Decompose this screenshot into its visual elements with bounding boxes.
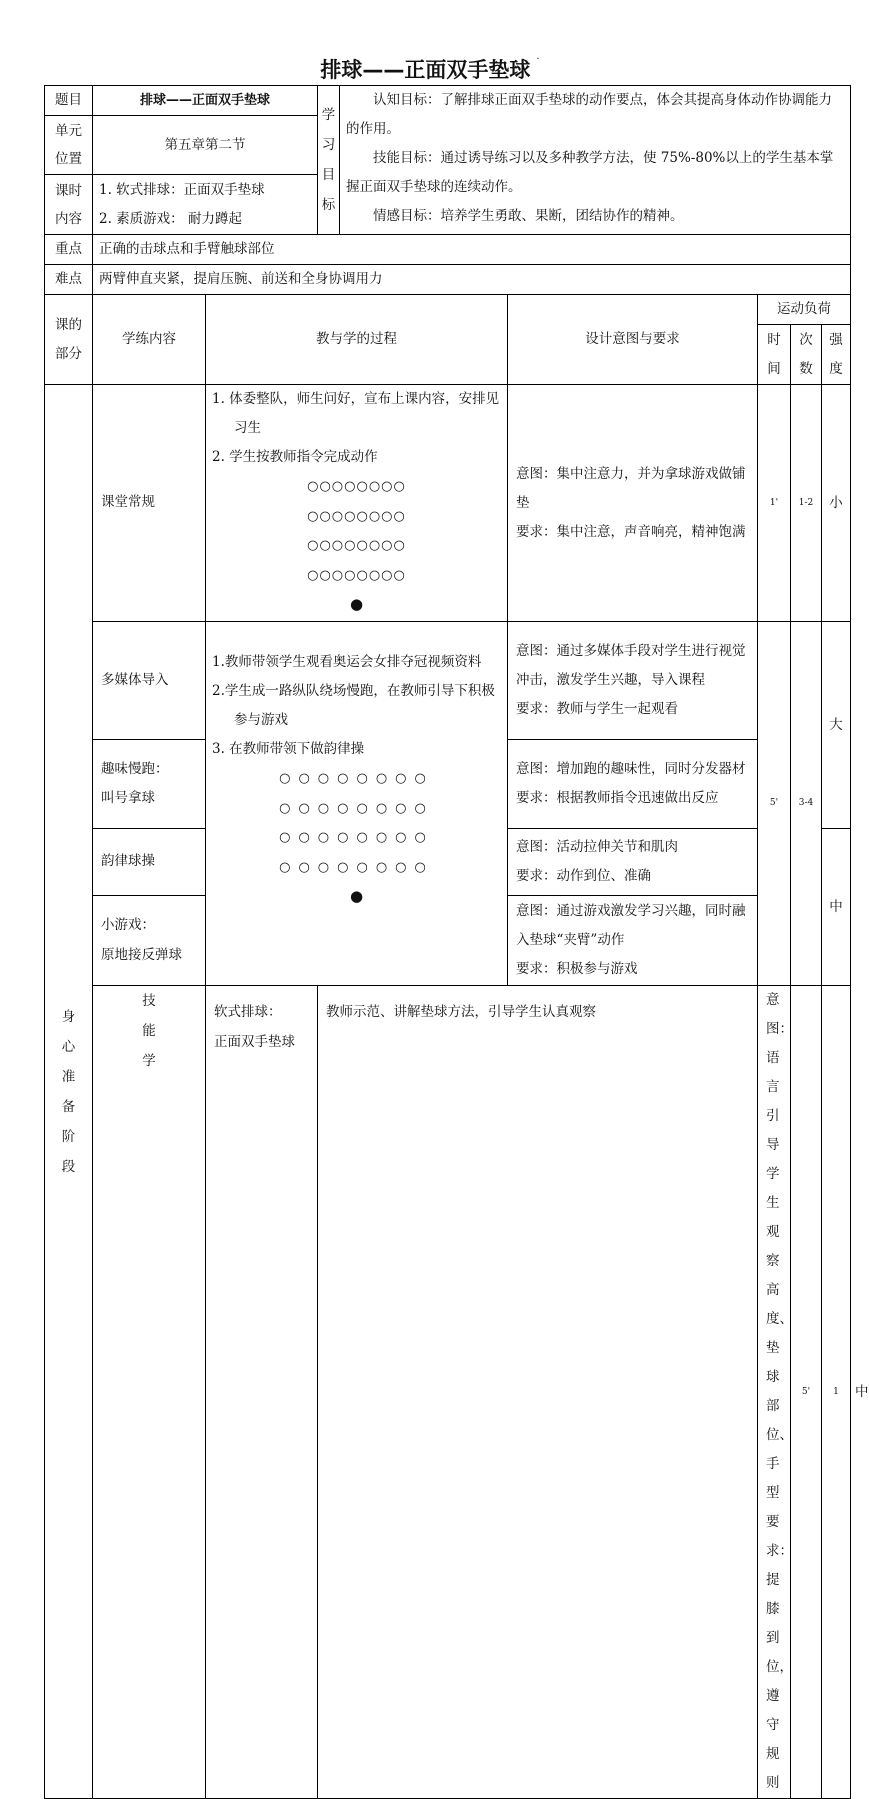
- game-design: 意图：通过游戏激发学习兴趣，同时融入垫球“夹臂”动作 要求：积极参与游戏: [508, 896, 758, 986]
- routine-content: 课堂常规: [93, 385, 206, 622]
- formation-row: ○○○○○○○○: [279, 859, 434, 875]
- col-count: 次 数: [791, 325, 822, 385]
- formation-row: ○○○○○○○○: [279, 800, 434, 816]
- col-part: 课的 部分: [45, 295, 93, 385]
- skill-time: 5': [791, 986, 822, 1799]
- formation-row: ○○○○○○○○: [307, 538, 406, 553]
- difficulty-label: 难点: [45, 265, 93, 295]
- formation-row: ○○○○○○○○: [307, 567, 406, 583]
- warmup-process: 1.教师带领学生观看奥运会女排夺冠视频资料 2.学生成一路纵队绕场慢跑，在教师引导下积极参与游戏 3. 在教师带领下做韵律操 ○○○○○○○○ ○○○○○○○○ ○○○○○○○○ ○○○○○○○○ ●: [206, 622, 508, 986]
- col-load: 运动负荷: [758, 295, 851, 325]
- formation-row: ○○○○○○○○: [307, 508, 406, 524]
- formation-row: ○○○○○○○○: [279, 771, 434, 786]
- key-label: 重点: [45, 235, 93, 265]
- lesson-plan-table: 题目 排球——正面双手垫球 学 习 目 标 认知目标：了解排球正面双手垫球的动作要点，体会其提高身体动作协调能力的作用。 技能目标：通过诱导练习以及多种教学方法，使 75%-80%以上的学生基本掌握正面双手垫球的连续动作。 情感目标：培养学生勇敢、果断，团结协作的精神。 单元 位置 第五章第二节 课时 内容 1. 软式排球：正面双手垫球 2. 素质游戏： 耐力蹲起 重点 正确的击球点和手臂触球部位 难点 两臂伸直夹紧，提肩压腕、前送和全身协调用力 课的 部分 学练内容 教与学的过程 设计意图与要求 运动负荷 时 间 次 数 强 度 身 心 准 备 阶 段 课堂常规 1. 体委整队，师生问好，宣布上课内容，安排见习生 2. 学生按教师指令完成动作 ○○○○○○○○ ○○○○○○○○ ○○○○○○○○ ○○○○○○○○ ● 意图：集中注意力，并为拿球游戏做铺垫 要求：集中注意，声音响亮，精神饱满 1' 1-2 小 多媒体导入 1.教师带领学生观看奥运会女排夺冠视频资料 2.学生成一路纵队绕场慢跑，在教师引导下积极参与游戏 3. 在教师带领下做韵律操 ○○○○○○○○ ○○○○○○○○ ○○○○○○○○ ○○○○○○○○ ● 意图：通过多媒体手段对学生进行视觉冲击，激发学生兴趣，导入课程 要求：教师与学生一起观看 5' 3-4 大 趣味慢跑： 叫号拿球 意图：增加跑的趣味性，同时分发器材 要求：根据教师指令迅速做出反应 韵律球操 意图：活动拉伸关节和肌肉 要求：动作到位、准确 中 小游戏： 原地接反弹球 意图：通过游戏激发学习兴趣，同时融入垫球“夹臂”动作 要求：积极参与游戏 技 能 学 软式排球： 正面双手垫球 教师示范、讲解垫球方法，引导学生认真观察 意图：语言引导学生观察高度、垫球部位、手型 要求：提膝到位，遵守规则 5' 1 中: [44, 85, 851, 1799]
- routine-intensity: 小: [822, 385, 851, 622]
- multimedia-design: 意图：通过多媒体手段对学生进行视觉冲击，激发学生兴趣，导入课程 要求：教师与学生一起观看: [508, 622, 758, 740]
- jog-content: 趣味慢跑： 叫号拿球: [93, 740, 206, 829]
- skill-count: 1: [822, 986, 851, 1799]
- teacher-marker: ●: [349, 887, 364, 905]
- col-intensity: 强 度: [822, 325, 851, 385]
- routine-design: 意图：集中注意力，并为拿球游戏做铺垫 要求：集中注意，声音响亮，精神饱满: [508, 385, 758, 622]
- unit-value: 第五章第二节: [93, 116, 318, 175]
- topic-label: 题目: [45, 86, 93, 116]
- teacher-marker: ●: [349, 595, 364, 613]
- routine-process: 1. 体委整队，师生问好，宣布上课内容，安排见习生 2. 学生按教师指令完成动作 ○○○○○○○○ ○○○○○○○○ ○○○○○○○○ ○○○○○○○○ ●: [206, 385, 508, 622]
- goals-label: 学 习 目 标: [318, 86, 340, 235]
- goal-emotion: 情感目标：培养学生勇敢、果断，团结协作的精神。: [373, 208, 684, 224]
- key-value: 正确的击球点和手臂触球部位: [93, 235, 851, 265]
- goal-skill: 技能目标：通过诱导练习以及多种教学方法，使 75%-80%以上的学生基本掌握正面双手垫球的连续动作。: [346, 150, 834, 195]
- routine-count: 1-2: [791, 385, 822, 622]
- warmup-intensity-high: 大: [822, 622, 851, 829]
- col-time: 时 间: [758, 325, 791, 385]
- formation-row: ○○○○○○○○: [307, 479, 406, 494]
- part-preparation: 身 心 准 备 阶 段: [45, 385, 93, 1799]
- learning-goals: [340, 86, 851, 235]
- part-skill: 技 能 学: [93, 986, 206, 1799]
- title-mark: ·: [536, 54, 540, 65]
- warmup-time: 5': [758, 622, 791, 986]
- col-process: 教与学的过程: [206, 295, 508, 385]
- col-content: 学练内容: [93, 295, 206, 385]
- jog-design: 意图：增加跑的趣味性，同时分发器材 要求：根据教师指令迅速做出反应: [508, 740, 758, 829]
- page-title: 排球——正面双手垫球 ·: [320, 54, 540, 82]
- lesson-content: 1. 软式排球：正面双手垫球 2. 素质游戏： 耐力蹲起: [93, 175, 318, 235]
- col-design: 设计意图与要求: [508, 295, 758, 385]
- multimedia-content: 多媒体导入: [93, 622, 206, 740]
- topic-value: 排球——正面双手垫球: [93, 86, 318, 116]
- routine-time: 1': [758, 385, 791, 622]
- difficulty-value: 两臂伸直夹紧，提肩压腕、前送和全身协调用力: [93, 265, 851, 295]
- formation-row: ○○○○○○○○: [279, 830, 434, 845]
- unit-label: 单元 位置: [45, 116, 93, 175]
- skill-design: 意图：语言引导学生观察高度、垫球部位、手型 要求：提膝到位，遵守规则: [758, 986, 791, 1799]
- skill-process: 教师示范、讲解垫球方法，引导学生认真观察: [318, 986, 758, 1799]
- content-label: 课时 内容: [45, 175, 93, 235]
- warmup-intensity-mid: 中: [822, 829, 851, 986]
- game-content: 小游戏： 原地接反弹球: [93, 896, 206, 986]
- rhythm-design: 意图：活动拉伸关节和肌肉 要求：动作到位、准确: [508, 829, 758, 896]
- goal-cognitive: 认知目标：了解排球正面双手垫球的动作要点，体会其提高身体动作协调能力的作用。: [346, 92, 833, 137]
- rhythm-content: 韵律球操: [93, 829, 206, 896]
- skill-content: 软式排球： 正面双手垫球: [206, 986, 318, 1799]
- warmup-count: 3-4: [791, 622, 822, 986]
